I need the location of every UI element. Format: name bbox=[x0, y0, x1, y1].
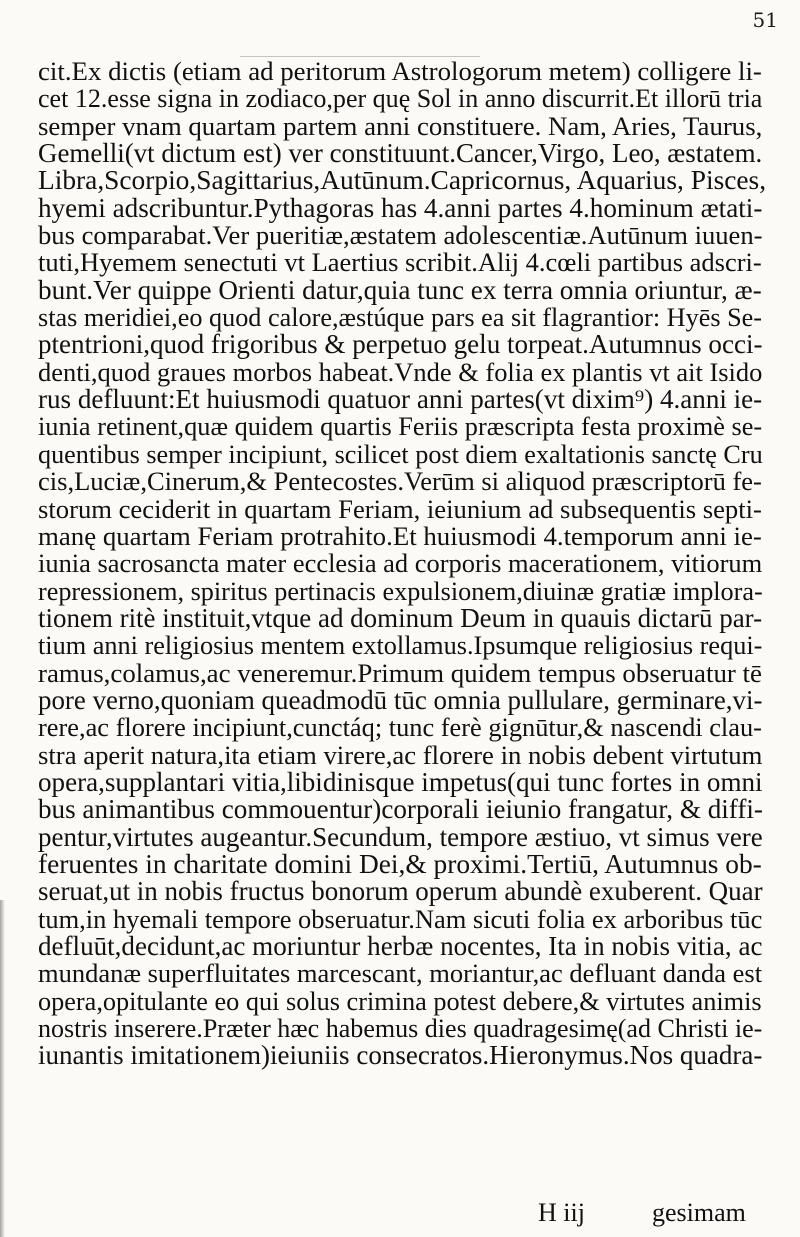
text-line: iunia sacrosancta mater ecclesia ad corporis macerationem, vitiorum bbox=[38, 548, 763, 579]
text-line: seruat,ut in nobis fructus bonorum operum abundè exuberent. Quar bbox=[38, 876, 763, 907]
text-line: defluūt,decidunt,ac moriuntur herbæ nocentes, Ita in nobis vitia, ac bbox=[38, 931, 763, 961]
body-text bbox=[38, 58, 766, 1070]
text-line: iunia retinent,quæ quidem quartis Feriis præscripta festa proximè se- bbox=[38, 412, 763, 442]
text-line: cet 12.esse signa in zodiaco,per quę Sol in anno discurrit.Et illorū tria bbox=[38, 84, 763, 114]
binding-shadow bbox=[0, 900, 5, 1237]
text-line: nostris inserere.Præter hæc habemus dies quadragesimę(ad Christi ie- bbox=[38, 1014, 763, 1044]
text-line: pore verno,quoniam queadmodū tūc omnia pullulare, germinare,vi- bbox=[38, 684, 763, 715]
text-line: tionem ritè instituit,vtque ad dominum Deum in quauis dictarū par- bbox=[38, 602, 763, 633]
text-line: stra aperit natura,ita etiam virere,ac florere in nobis debent virtutum bbox=[38, 739, 763, 770]
catchword: gesimam bbox=[652, 1198, 746, 1227]
text-line: hyemi adscribuntur.Pythagoras has 4.anni partes 4.hominum ætati- bbox=[38, 192, 763, 223]
text-line: tuti,Hyemem senectuti vt Laertius scribit.Alij 4.cœli partibus adscri- bbox=[38, 247, 762, 278]
text-line: ptentrioni,quod frigoribus & perpetuo gelu torpeat.Autumnus occi- bbox=[38, 329, 763, 360]
text-line: ramus,colamus,ac veneremur.Primum quidem tempus obseruatur tē bbox=[38, 657, 762, 688]
text-line: rere,ac florere incipiunt,cunctáq; tunc ferè gignūtur,& nascendi clau- bbox=[38, 712, 762, 743]
text-line: denti,quod graues morbos habeat.Vnde & folia ex plantis vt ait Isido bbox=[38, 356, 763, 387]
page-number: 51 bbox=[752, 8, 778, 32]
text-line: storum ceciderit in quartam Feriam, ieiunium ad subsequentis septi- bbox=[38, 493, 762, 524]
text-line: tium anni religiosius mentem extollamus.Ipsumque religiosius requi- bbox=[38, 631, 763, 661]
text-line: cit.Ex dictis (etiam ad peritorum Astrologorum metem) colligere li- bbox=[38, 56, 762, 86]
text-line: manę quartam Feriam protrahito.Et huiusmodi 4.temporum anni ie- bbox=[38, 520, 762, 551]
text-line: repressionem, spiritus pertinacis expulsionem,diuinæ gratiæ implora- bbox=[38, 576, 763, 606]
signature-mark: H iij bbox=[538, 1198, 585, 1227]
text-line: tum,in hyemali tempore obseruatur.Nam sicuti folia ex arboribus tūc bbox=[38, 903, 763, 934]
text-line: feruentes in charitate domini Dei,& proximi.Tertiū, Autumnus ob- bbox=[38, 848, 762, 879]
text-line: iunantis imitationem)ieiuniis consecratos.Hieronymus.Nos quadra- bbox=[38, 1040, 763, 1071]
text-line: mundanæ superfluitates marcescant, moriantur,ac defluant danda est bbox=[38, 958, 763, 989]
text-line: opera,opitulante eo qui solus crimina potest debere,& virtutes animis bbox=[38, 986, 762, 1016]
footer-catchwords bbox=[0, 1198, 800, 1228]
text-line: rus defluunt:Et huiusmodi quatuor anni partes(vt dixim⁹) 4.anni ie- bbox=[38, 384, 763, 415]
text-line: bunt.Ver quippe Orienti datur,quia tunc ex terra omnia oriuntur, æ- bbox=[38, 274, 762, 305]
text-line: quentibus semper incipiunt, scilicet post diem exaltationis sanctę Cru bbox=[38, 439, 763, 469]
text-line: bus comparabat.Ver pueritiæ,æstatem adolescentiæ.Autūnum iuuen- bbox=[38, 220, 763, 251]
text-line: stas meridiei,eo quod calore,æstúque pars ea sit flagrantior: Hyēs Se- bbox=[38, 303, 763, 333]
text-line: Gemelli(vt dictum est) ver constituunt.Cancer,Virgo, Leo, æstatem. bbox=[38, 138, 763, 169]
text-line: pentur,virtutes augeantur.Secundum, tempore æstiuo, vt simus vere bbox=[38, 821, 763, 852]
text-line: Libra,Scorpio,Sagittarius,Autūnum.Capricornus, Aquarius, Pisces, bbox=[38, 165, 767, 196]
text-line: bus animantibus commouentur)corporali ieiunio frangatur, & diffi- bbox=[38, 794, 763, 825]
text-line: semper vnam quartam partem anni constituere. Nam, Aries, Taurus, bbox=[38, 110, 763, 141]
text-line: cis,Luciæ,Cinerum,& Pentecostes.Verūm si aliquod præscriptorū fe- bbox=[38, 466, 762, 497]
text-line: opera,supplantari vitia,libidinisque impetus(qui tunc fortes in omni bbox=[38, 766, 763, 797]
